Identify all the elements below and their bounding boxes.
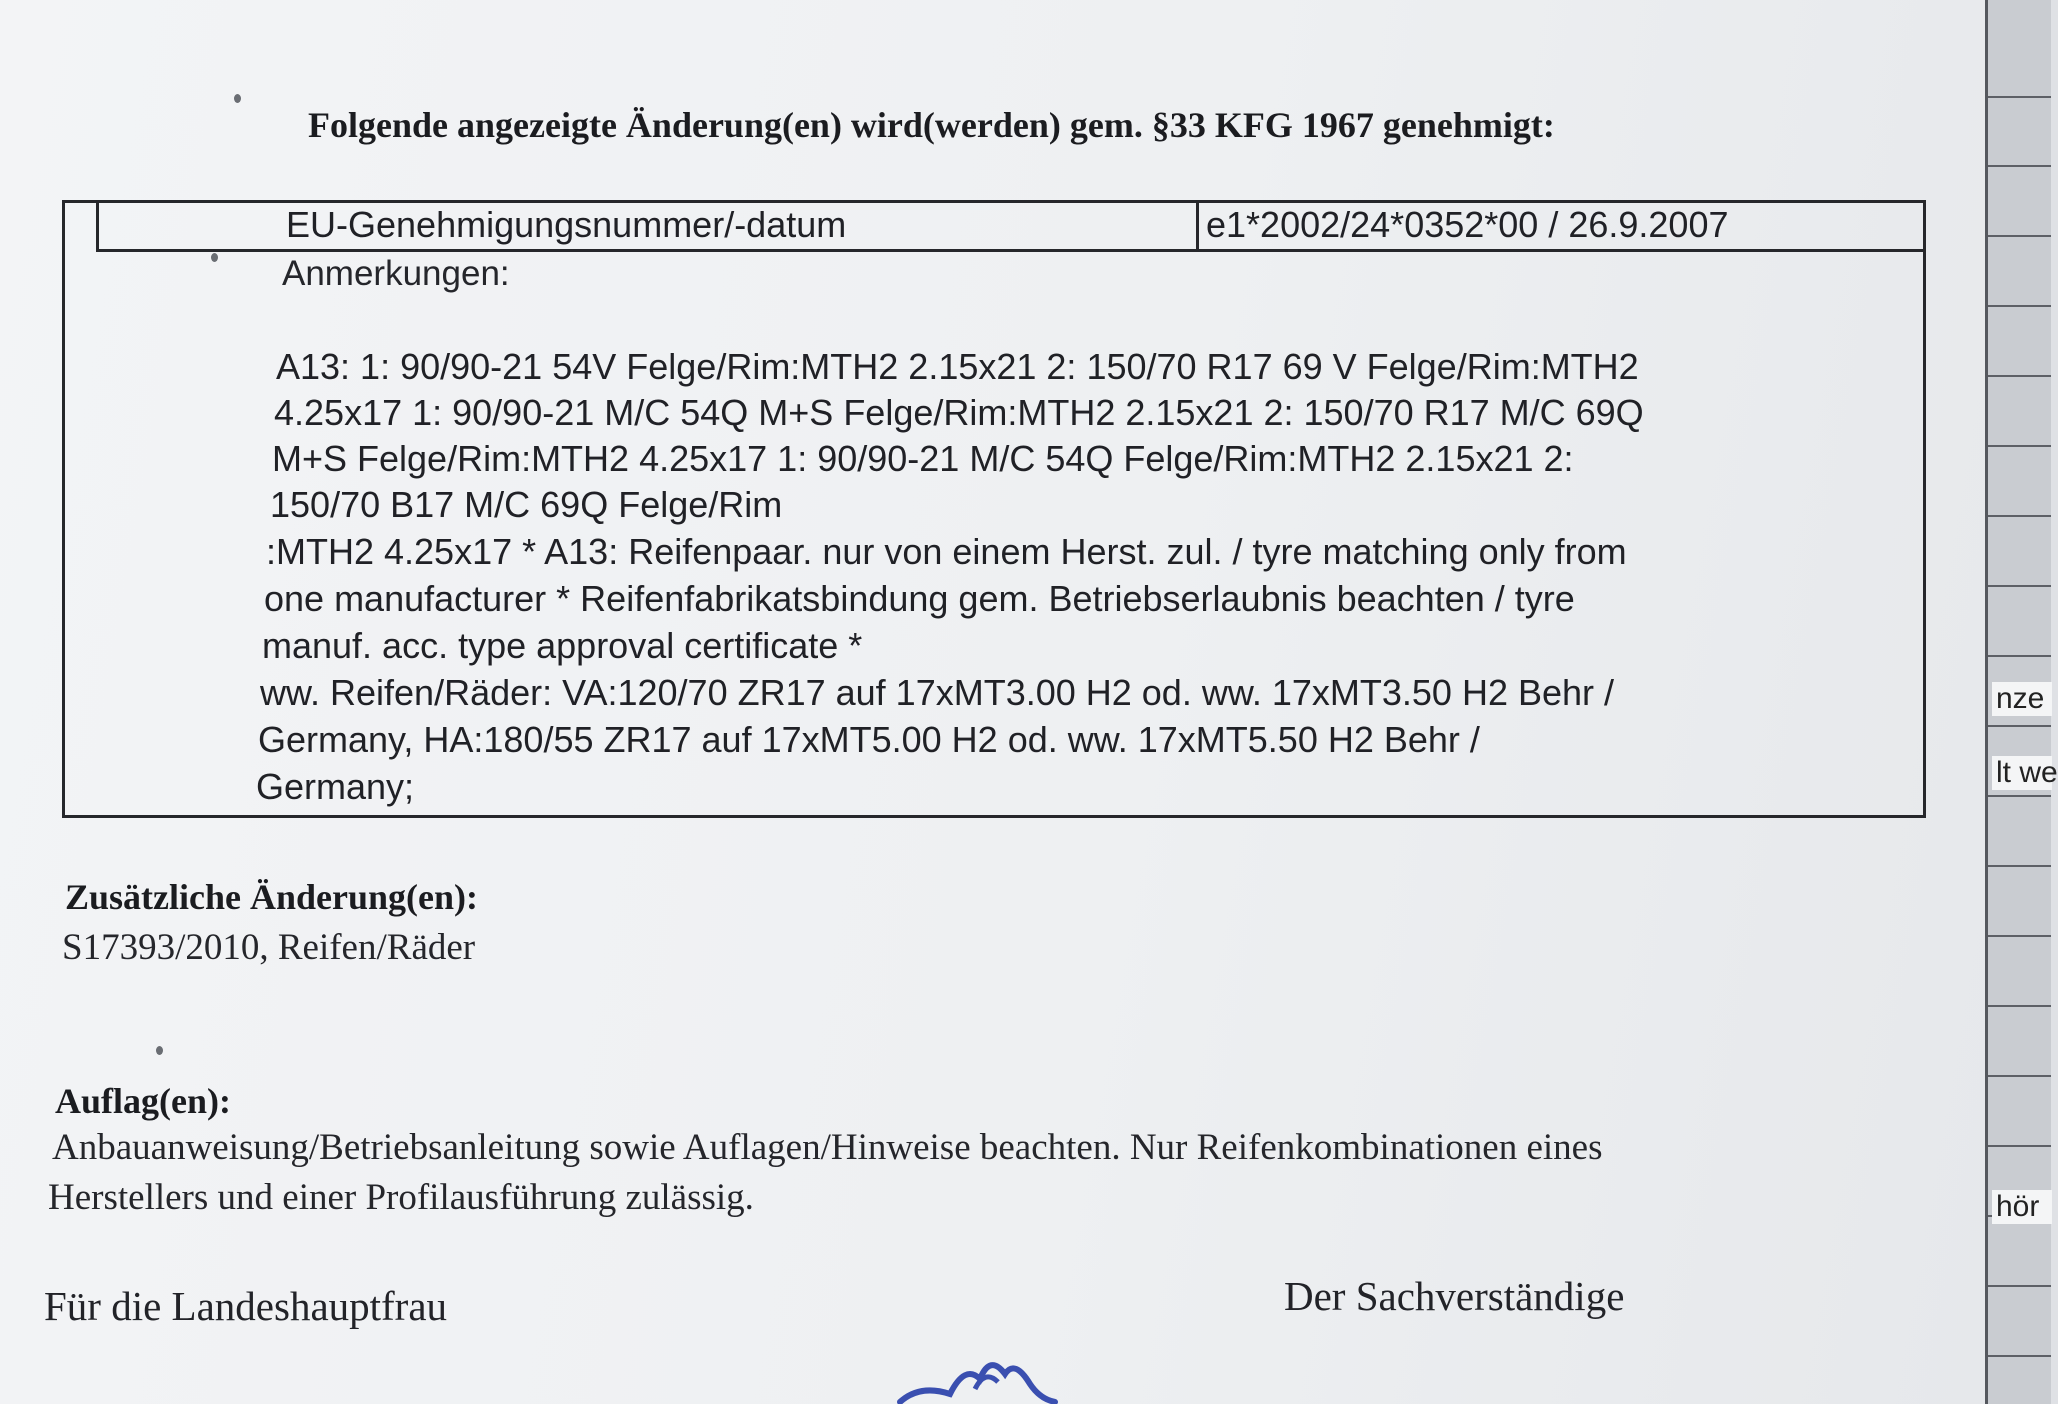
notes-label: Anmerkungen: bbox=[282, 254, 510, 293]
ruling-line bbox=[1988, 1355, 2051, 1357]
underlying-text-fragment: hör bbox=[1992, 1190, 2052, 1224]
ruling-line bbox=[1988, 515, 2051, 517]
conditions-line: Anbauanweisung/Betriebsanleitung sowie Auflagen/Hinweise beachten. Nur Reifenkombinationen eines bbox=[52, 1127, 1603, 1168]
cell-divider bbox=[1196, 200, 1199, 252]
ruling-line bbox=[1988, 935, 2051, 937]
ruling-line bbox=[1988, 725, 2051, 727]
approval-number-label: EU-Genehmigungsnummer/-datum bbox=[286, 204, 847, 245]
additional-changes-title: Zusätzliche Änderung(en): bbox=[65, 877, 478, 917]
approval-number-value: e1*2002/24*0352*00 / 26.9.2007 bbox=[1206, 204, 1729, 245]
notes-line: Germany; bbox=[256, 766, 415, 807]
notes-line: 4.25x17 1: 90/90-21 M/C 54Q M+S Felge/Rim:MTH2 2.15x21 2: 150/70 R17 M/C 69Q bbox=[274, 392, 1644, 433]
ruling-line bbox=[1988, 235, 2051, 237]
ruling-line bbox=[1988, 96, 2051, 98]
ruling-line bbox=[1988, 445, 2051, 447]
ruling-line bbox=[1988, 1285, 2051, 1287]
ruling-line bbox=[1988, 305, 2051, 307]
underlying-text-fragment: nze bbox=[1992, 682, 2052, 716]
dust-speck bbox=[156, 1046, 163, 1055]
underlying-text-fragment: lt we bbox=[1992, 756, 2052, 790]
document-heading: Folgende angezeigte Änderung(en) wird(werden) gem. §33 KFG 1967 genehmigt: bbox=[308, 105, 1555, 145]
notes-line: 150/70 B17 M/C 69Q Felge/Rim bbox=[270, 484, 783, 525]
ruling-line bbox=[1988, 1005, 2051, 1007]
ruling-line bbox=[1988, 165, 2051, 167]
notes-line: one manufacturer * Reifenfabrikatsbindung gem. Betriebserlaubnis beachten / tyre bbox=[264, 578, 1575, 619]
notes-line: Germany, HA:180/55 ZR17 auf 17xMT5.00 H2 od. ww. 17xMT5.50 H2 Behr / bbox=[258, 719, 1480, 760]
conditions-line: Herstellers und einer Profilausführung zulässig. bbox=[48, 1177, 754, 1218]
signature-right-caption: Der Sachverständige bbox=[1284, 1273, 1625, 1319]
additional-changes-text: S17393/2010, Reifen/Räder bbox=[62, 927, 476, 968]
ruling-line bbox=[1988, 865, 2051, 867]
signature-left-caption: Für die Landeshauptfrau bbox=[44, 1283, 448, 1329]
ruling-line bbox=[1988, 375, 2051, 377]
dust-speck bbox=[211, 253, 218, 262]
ruling-line bbox=[1988, 585, 2051, 587]
stamp-ink-mark bbox=[880, 1344, 1080, 1404]
ruling-line bbox=[1988, 1075, 2051, 1077]
notes-line: manuf. acc. type approval certificate * bbox=[262, 625, 863, 666]
notes-line: :MTH2 4.25x17 * A13: Reifenpaar. nur von einem Herst. zul. / tyre matching only from bbox=[266, 531, 1627, 572]
ruling-line bbox=[1988, 1145, 2051, 1147]
underlying-sheet bbox=[1985, 0, 2058, 1404]
conditions-title: Auflag(en): bbox=[55, 1081, 231, 1121]
notes-line: M+S Felge/Rim:MTH2 4.25x17 1: 90/90-21 M/C 54Q Felge/Rim:MTH2 2.15x21 2: bbox=[272, 438, 1574, 479]
ruling-line bbox=[1988, 795, 2051, 797]
notes-line: A13: 1: 90/90-21 54V Felge/Rim:MTH2 2.15x21 2: 150/70 R17 69 V Felge/Rim:MTH2 bbox=[276, 346, 1639, 387]
dust-speck bbox=[234, 94, 241, 103]
notes-line: ww. Reifen/Räder: VA:120/70 ZR17 auf 17xMT3.00 H2 od. ww. 17xMT3.50 H2 Behr / bbox=[260, 672, 1615, 713]
ruling-line bbox=[1988, 655, 2051, 657]
